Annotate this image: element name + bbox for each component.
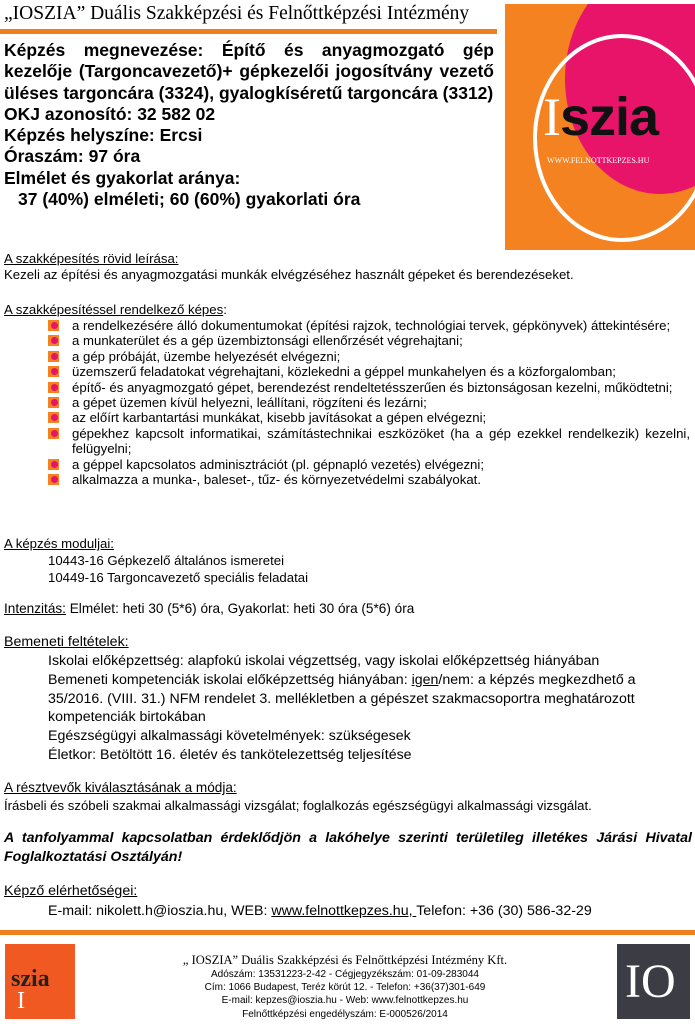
contact-label: Képző elérhetőségei:	[4, 883, 138, 899]
module-item: 10449-16 Targoncavezető speciális feladatai	[48, 570, 309, 585]
short-desc-text: Kezeli az építési és anyagmozgatási munkák elvégzéséhez használt gépeket és berendezéseket.	[4, 267, 574, 282]
course-hours: Óraszám: 97 óra	[4, 146, 141, 167]
footer-divider	[0, 930, 695, 935]
header-divider	[0, 29, 497, 34]
bullet-icon	[48, 459, 59, 470]
bullet-icon	[48, 474, 59, 485]
list-item: építő- és anyagmozgató gépet, berendezést rendeltetésszerűen és biztonságosan kezelni, működtetni;	[48, 380, 690, 395]
ratio-value: 37 (40%) elméleti; 60 (60%) gyakorlati óra	[18, 189, 361, 210]
bullet-icon	[48, 397, 59, 408]
footer-logo-right: IO	[617, 944, 690, 1019]
bullet-icon	[48, 428, 59, 439]
bullet-icon	[48, 335, 59, 346]
bullet-icon	[48, 412, 59, 423]
course-location: Képzés helyszíne: Ercsi	[4, 125, 203, 146]
notice: A tanfolyammal kapcsolatban érdeklődjön a lakóhelye szerinti területileg illetékes Járási Hivatal Foglalkoztatási Osztályán!	[4, 830, 692, 865]
list-item: gépekhez kapcsolt informatikai, számítástechnikai eszközöket (ha a gép ezekkel rendelkezik) kezelni, felügyelni;	[48, 426, 690, 457]
entry-competence: Bemeneti kompetenciák iskolai előképzettség hiányában: igen/nem: a képzés megkezdhető a 35/2016. (VIII. 31.) NFM rendelet 3. mellékletben a gépészet szakmacsoportra meghatározott kompetenciák birtokában	[48, 671, 636, 726]
footer-logo-left: I szia	[5, 944, 75, 1019]
ioszia-logo: Iszia WWW.FELNOTTKEPZES.HU	[505, 4, 695, 250]
footer-info: „ IOSZIA” Duális Szakképzési és Felnőttképzési Intézmény Kft. Adószám: 13531223-2-42 - Cégjegyzékszám: 01-09-283044 Cím: 1066 Budapest, Teréz körút 12. - Telefon: +36(37)301-649 E-mail: kepzes@ioszia.hu - Web: www.felnottkepzes.hu Felnőttképzési engedélyszám: E-000526/2014	[182, 953, 508, 1020]
bullet-icon	[48, 320, 59, 331]
okj-id: OKJ azonosító: 32 582 02	[4, 103, 216, 124]
web-link[interactable]: www.felnottkepzes.hu,	[271, 903, 417, 919]
selection-label: A résztvevők kiválasztásának a módja:	[4, 780, 237, 795]
modules-label: A képzés moduljai:	[4, 536, 114, 551]
module-item: 10443-16 Gépkezelő általános ismeretei	[48, 553, 285, 568]
selection-text: Írásbeli és szóbeli szakmai alkalmassági vizsgálat; foglalkozás egészségügyi alkalmassági vizsgálat.	[4, 798, 592, 813]
bullet-icon	[48, 366, 59, 377]
entry-conditions: Iskolai előképzettség: alapfokú iskolai végzettség, vagy iskolai előképzettség hiányában Bemeneti kompetenciák iskolai előképzettség hiányában: igen/nem: a képzés megkezdhető a 35/2016. (VIII. 31.) NFM rendelet 3. mellékletben a gépészet szakmacsoportra meghatározott kompetenciák birtokában Egészségügyi alkalmassági követelmények: szükségesek Életkor: Betöltött 16. életév és tankötelezettség teljesítése	[48, 652, 688, 765]
bullet-icon	[48, 351, 59, 362]
capable-label: A szakképesítéssel rendelkező képes:	[4, 302, 227, 317]
list-item: az előírt karbantartási munkákat, kisebb javításokat a gépen elvégezni;	[48, 410, 690, 425]
list-item: a gépet üzemen kívül helyezni, leállítani, rögzíteni és lezárni;	[48, 395, 690, 410]
bullet-icon	[48, 382, 59, 393]
intensity: Intenzitás: Elmélet: heti 30 (5*6) óra, Gyakorlat: heti 30 óra (5*6) óra	[4, 601, 415, 616]
contact-line: E-mail: nikolett.h@ioszia.hu, WEB: www.felnottkepzes.hu, Telefon: +36 (30) 586-32-29	[48, 903, 592, 919]
entry-label: Bemeneti feltételek:	[4, 634, 129, 650]
header-title: „IOSZIA” Duális Szakképzési és Felnőttképzési Intézmény	[4, 3, 470, 24]
list-item: a rendelkezésére álló dokumentumokat (építési rajzok, technológiai tervek, gépkönyvek) áttekintésére;	[48, 318, 690, 333]
list-item: a munkaterület és a gép üzembiztonsági ellenőrzését végrehajtani;	[48, 333, 690, 348]
short-desc-label: A szakképesítés rövid leírása:	[4, 251, 179, 266]
list-item: üzemszerű feladatokat végrehajtani, közlekedni a géppel munkahelyen és a közforgalomban;	[48, 364, 690, 379]
capable-list	[48, 318, 690, 487]
ratio-label: Elmélet és gyakorlat aránya:	[4, 167, 241, 188]
list-item: a gép próbáját, üzembe helyezését elvégezni;	[48, 349, 690, 364]
list-item: alkalmazza a munka-, baleset-, tűz- és környezetvédelmi szabályokat.	[48, 472, 690, 487]
course-headings	[4, 40, 494, 210]
course-name: Képzés megnevezése: Építő és anyagmozgató gép kezelője (Targoncavezető)+ gépkezelői jogosítvány vezető üléses targoncára (3324), gyalogkíséretű targoncára (3312)	[4, 40, 494, 103]
list-item: a géppel kapcsolatos adminisztrációt (pl. gépnapló vezetés) elvégezni;	[48, 457, 690, 472]
